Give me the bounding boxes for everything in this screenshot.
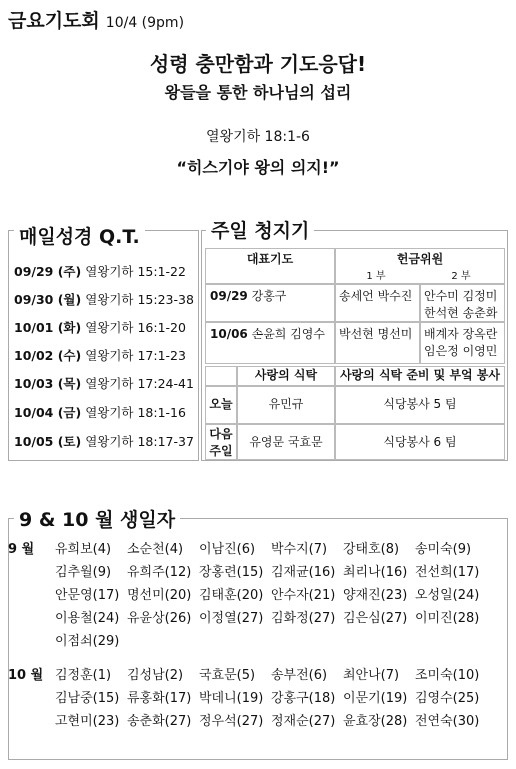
- birthday-entry: 장홍련(15): [199, 565, 264, 580]
- prayer-header: 대표기도: [205, 248, 335, 284]
- birthday-entry: 정우석(27): [199, 714, 264, 729]
- headline: 성령 충만함과 기도응답!: [149, 52, 367, 76]
- part2-label: 2 부: [451, 271, 471, 282]
- qt-row: 10/02 (수) 열왕기하 17:1-23: [14, 348, 186, 363]
- offering-part2: 배계자 장옥란 임은정 이영민: [420, 322, 505, 364]
- next-meal: 유영문 국효문: [237, 424, 335, 460]
- birthday-entry: 송춘화(27): [127, 714, 192, 729]
- birthday-entry: 이미진(28): [415, 611, 480, 626]
- birthday-entry: 송부전(6): [271, 668, 328, 683]
- birthday-entry: 김추월(9): [55, 565, 112, 580]
- scripture-reference: 열왕기하 18:1-6: [206, 129, 310, 145]
- birthday-entry: 김영수(25): [415, 691, 480, 706]
- qt-row: 09/29 (주) 열왕기하 15:1-22: [14, 264, 186, 279]
- service-datetime: 10/4 (9pm): [105, 15, 185, 31]
- birthday-entry: 안문영(17): [55, 588, 120, 603]
- birthday-entry: 명선미(20): [127, 588, 192, 603]
- offering-part1: 박선현 명선미: [335, 322, 420, 364]
- birthday-entry: 유희보(4): [55, 542, 112, 557]
- next-label: 다음 주일: [205, 424, 237, 460]
- table-row: 09/29 강홍구: [205, 284, 335, 322]
- birthday-entry: 류홍화(17): [127, 691, 192, 706]
- birthday-entry: 김정훈(1): [55, 668, 112, 683]
- sunday-duty-title: 주일 청지기: [206, 216, 314, 243]
- meal-prep-header: 사랑의 식탁 준비 및 부엌 봉사: [335, 366, 505, 386]
- september-label: 9 월: [8, 542, 35, 557]
- today-meal: 유민규: [237, 386, 335, 424]
- meal-corner: [205, 366, 237, 386]
- qt-title: 매일성경 Q.T.: [14, 222, 145, 249]
- birthday-entry: 안수자(21): [271, 588, 336, 603]
- birthday-title: 9 & 10 월 생일자: [14, 505, 180, 532]
- today-prep: 식당봉사 5 팀: [335, 386, 505, 424]
- birthday-entry: 최리나(16): [343, 565, 408, 580]
- sermon-title: “히스기야 왕의 의지!”: [176, 158, 340, 177]
- service-name: 금요기도회: [8, 10, 100, 32]
- qt-row: 10/01 (화) 열왕기하 16:1-20: [14, 320, 186, 335]
- next-prep: 식당봉사 6 팀: [335, 424, 505, 460]
- birthday-entry: 전연숙(30): [415, 714, 480, 729]
- qt-row: 10/03 (목) 열왕기하 17:24-41: [14, 376, 194, 391]
- birthday-entry: 이문기(19): [343, 691, 408, 706]
- birthday-entry: 유희주(12): [127, 565, 192, 580]
- birthday-entry: 양재진(23): [343, 588, 408, 603]
- page-title: [8, 6, 184, 33]
- birthday-entry: 강태호(8): [343, 542, 400, 557]
- birthday-entry: 김남중(15): [55, 691, 120, 706]
- table-row: 10/06 손윤희 김영수: [205, 322, 335, 364]
- birthday-entry: 김태훈(20): [199, 588, 264, 603]
- qt-row: 10/04 (금) 열왕기하 18:1-16: [14, 405, 186, 420]
- birthday-entry: 김화정(27): [271, 611, 336, 626]
- birthday-entry: 유윤상(26): [127, 611, 192, 626]
- october-label: 10 월: [8, 668, 44, 683]
- birthday-entry: 이정열(27): [199, 611, 264, 626]
- birthday-entry: 전선희(17): [415, 565, 480, 580]
- birthday-entry: 고현미(23): [55, 714, 120, 729]
- birthday-entry: 김은심(27): [343, 611, 408, 626]
- part1-label: 1 부: [366, 271, 386, 282]
- birthday-entry: 소순천(4): [127, 542, 184, 557]
- birthday-entry: 이점쇠(29): [55, 634, 120, 649]
- offering-header: 헌금위원 1 부 2 부: [335, 248, 505, 284]
- birthday-entry: 조미숙(10): [415, 668, 480, 683]
- birthday-entry: 강홍구(18): [271, 691, 336, 706]
- birthday-entry: 국효문(5): [199, 668, 256, 683]
- offering-part1: 송세언 박수진: [335, 284, 420, 322]
- qt-row: 09/30 (월) 열왕기하 15:23-38: [14, 292, 194, 307]
- birthday-entry: 윤효장(28): [343, 714, 408, 729]
- meal-header: 사랑의 식탁: [237, 366, 335, 386]
- birthday-entry: 김성남(2): [127, 668, 184, 683]
- today-label: 오늘: [205, 386, 237, 424]
- birthday-entry: 정재순(27): [271, 714, 336, 729]
- birthday-entry: 송미숙(9): [415, 542, 472, 557]
- subline: 왕들을 통한 하나님의 섭리: [164, 83, 352, 102]
- qt-row: 10/05 (토) 열왕기하 18:17-37: [14, 434, 194, 449]
- birthday-entry: 최안나(7): [343, 668, 400, 683]
- birthday-entry: 오성일(24): [415, 588, 480, 603]
- birthday-entry: 이남진(6): [199, 542, 256, 557]
- birthday-entry: 김재균(16): [271, 565, 336, 580]
- birthday-entry: 박데니(19): [199, 691, 264, 706]
- birthday-entry: 박수지(7): [271, 542, 328, 557]
- birthday-entry: 이용철(24): [55, 611, 120, 626]
- offering-part2: 안수미 김정미 한석현 송춘화: [420, 284, 505, 322]
